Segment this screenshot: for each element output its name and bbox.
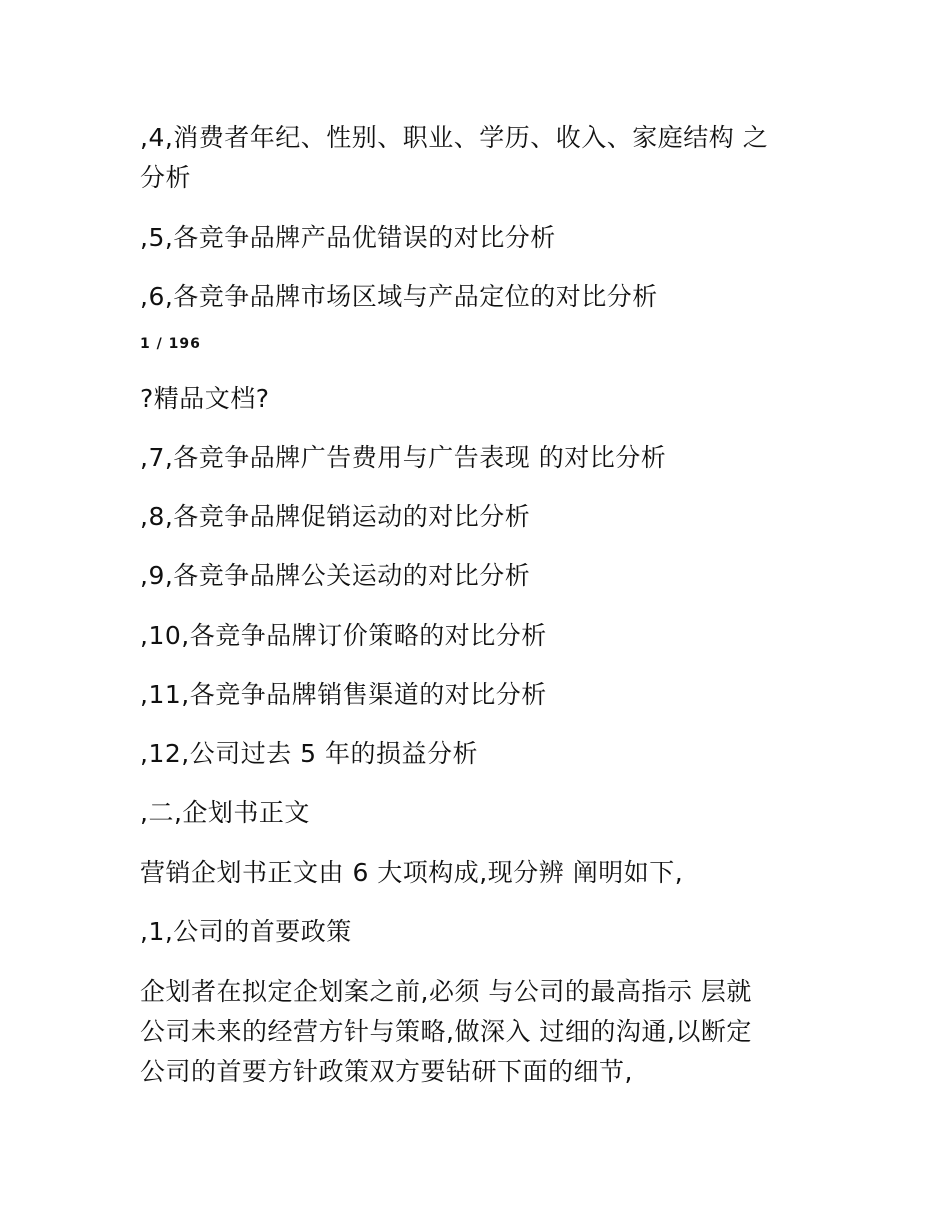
text-line: ?精品文档? [140, 384, 270, 413]
text-line: 公司未来的经营方针与策略,做深入 过细的沟通,以断定 [140, 1017, 752, 1046]
text-line: ,8,各竞争品牌促销运动的对比分析 [140, 502, 531, 531]
text-line: ,5,各竞争品牌产品优错误的对比分析 [140, 223, 556, 252]
text-line: ,9,各竞争品牌公关运动的对比分析 [140, 561, 531, 590]
text-line: ,1,公司的首要政策 [140, 917, 352, 946]
page-number: 1 / 196 [140, 336, 201, 352]
section-heading: ,二,企划书正文 [140, 798, 310, 827]
text-line: ,11,各竞争品牌销售渠道的对比分析 [140, 680, 547, 709]
text-line: ,7,各竞争品牌广告费用与广告表现 的对比分析 [140, 443, 667, 472]
text-line: 营销企划书正文由 6 大项构成,现分辨 阐明如下, [140, 858, 684, 887]
text-line: ,12,公司过去 5 年的损益分析 [140, 739, 479, 768]
text-line: ,6,各竞争品牌市场区域与产品定位的对比分析 [140, 282, 658, 311]
text-line: 分析 [140, 163, 192, 192]
text-line: 企划者在拟定企划案之前,必须 与公司的最高指示 层就 [140, 977, 752, 1006]
text-line: ,4,消费者年纪、性别、职业、学历、收入、家庭结构 之 [140, 123, 769, 152]
text-line: ,10,各竞争品牌订价策略的对比分析 [140, 621, 547, 650]
text-line: 公司的首要方针政策双方要钻研下面的细节, [140, 1057, 633, 1086]
